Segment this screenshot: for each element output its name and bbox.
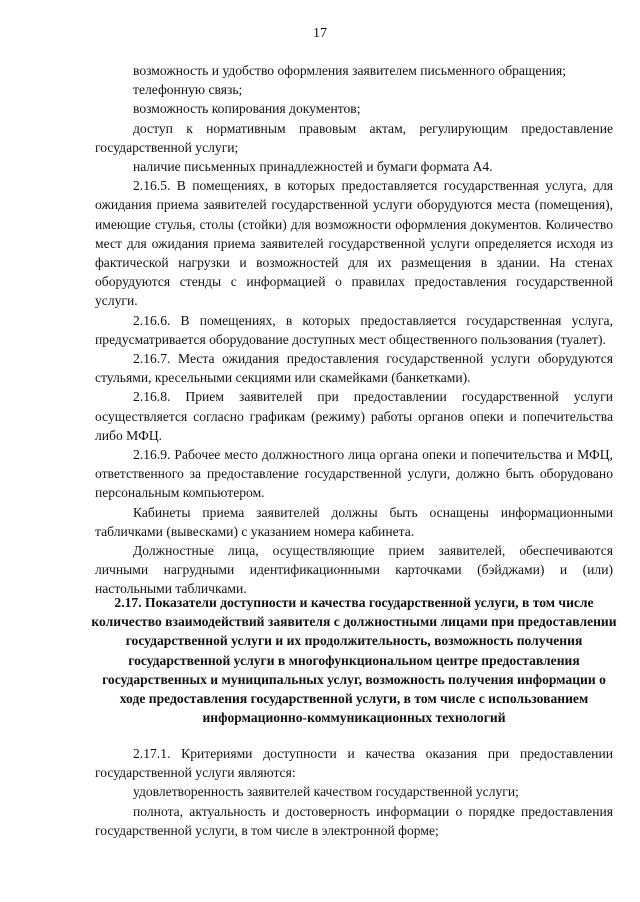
paragraph: возможность и удобство оформления заявителем письменного обращения;	[133, 63, 567, 78]
paragraph-2-16-6: 2.16.6. В помещениях, в которых предоставляется государственная услуга, предусматривается оборудование доступных мест общественного пользования (туалет).	[95, 312, 613, 347]
paragraph: наличие письменных принадлежностей и бумаги формата А4.	[133, 159, 493, 175]
paragraph: доступ к нормативным правовым актам, регулирующим предоставление государственной услуги;	[95, 120, 613, 155]
body-text-bottom	[95, 744, 613, 840]
paragraph: Должностные лица, осуществляющие прием заявителей, обеспечиваются личными нагрудными идентификационными карточками (бэйджами) и (или) настольными табличками.	[95, 543, 613, 597]
paragraph: телефонную связь;	[133, 82, 243, 98]
paragraph-2-16-8: 2.16.8. Прием заявителей при предоставлении государственной услуги осуществляется согласно графикам (режиму) работы органов опеки и попечительства либо МФЦ.	[95, 389, 613, 443]
paragraph-2-17-1: 2.17.1. Критериями доступности и качества оказания при предоставлении государственной услуги являются:	[95, 746, 613, 781]
body-text-top	[95, 61, 613, 599]
section-heading-2-17: 2.17. Показатели доступности и качества государственной услуги, в том числе количество взаимодействий заявителя с должностными лицами при предоставлении государственной услуги и их продолжительность, возможность получения государственной услуги в многофункциональном центре предоставления государственных и муниципальных услуг, возможность получения информации о ходе предоставления государственной услуги, в том числе с использованием информационно-коммуникационных технологий	[91, 595, 617, 726]
paragraph-2-16-9: 2.16.9. Рабочее место должностного лица органа опеки и попечительства и МФЦ, ответственного за предоставление государственной услуги, должно быть оборудовано персональным компьютером.	[95, 447, 613, 501]
paragraph-2-16-5: 2.16.5. В помещениях, в которых предоставляется государственная услуга, для ожидания приема заявителей государственной услуги оборудуются места (помещения), имеющие стулья, столы (стойки) для возможности оформления документов. Количество мест для ожидания приема заявителей государственной услуги определяется исходя из фактической нагрузки и возможностей для их размещения в здании. На стенах оборудуются стенды с информацией о правилах предоставления государственной услуги.	[95, 178, 613, 309]
page-number: 17	[313, 26, 327, 41]
paragraph: Кабинеты приема заявителей должны быть оснащены информационными табличками (вывесками) с указанием номера кабинета.	[95, 504, 613, 539]
paragraph: возможность копирования документов;	[133, 101, 361, 117]
paragraph-2-16-7: 2.16.7. Места ожидания предоставления государственной услуги оборудуются стульями, кресельными секциями или скамейками (банкетками).	[95, 351, 613, 386]
paragraph: полнота, актуальность и достоверность информации о порядке предоставления государственной услуги, в том числе в электронной форме;	[95, 803, 613, 838]
paragraph: удовлетворенность заявителей качеством государственной услуги;	[133, 784, 519, 800]
